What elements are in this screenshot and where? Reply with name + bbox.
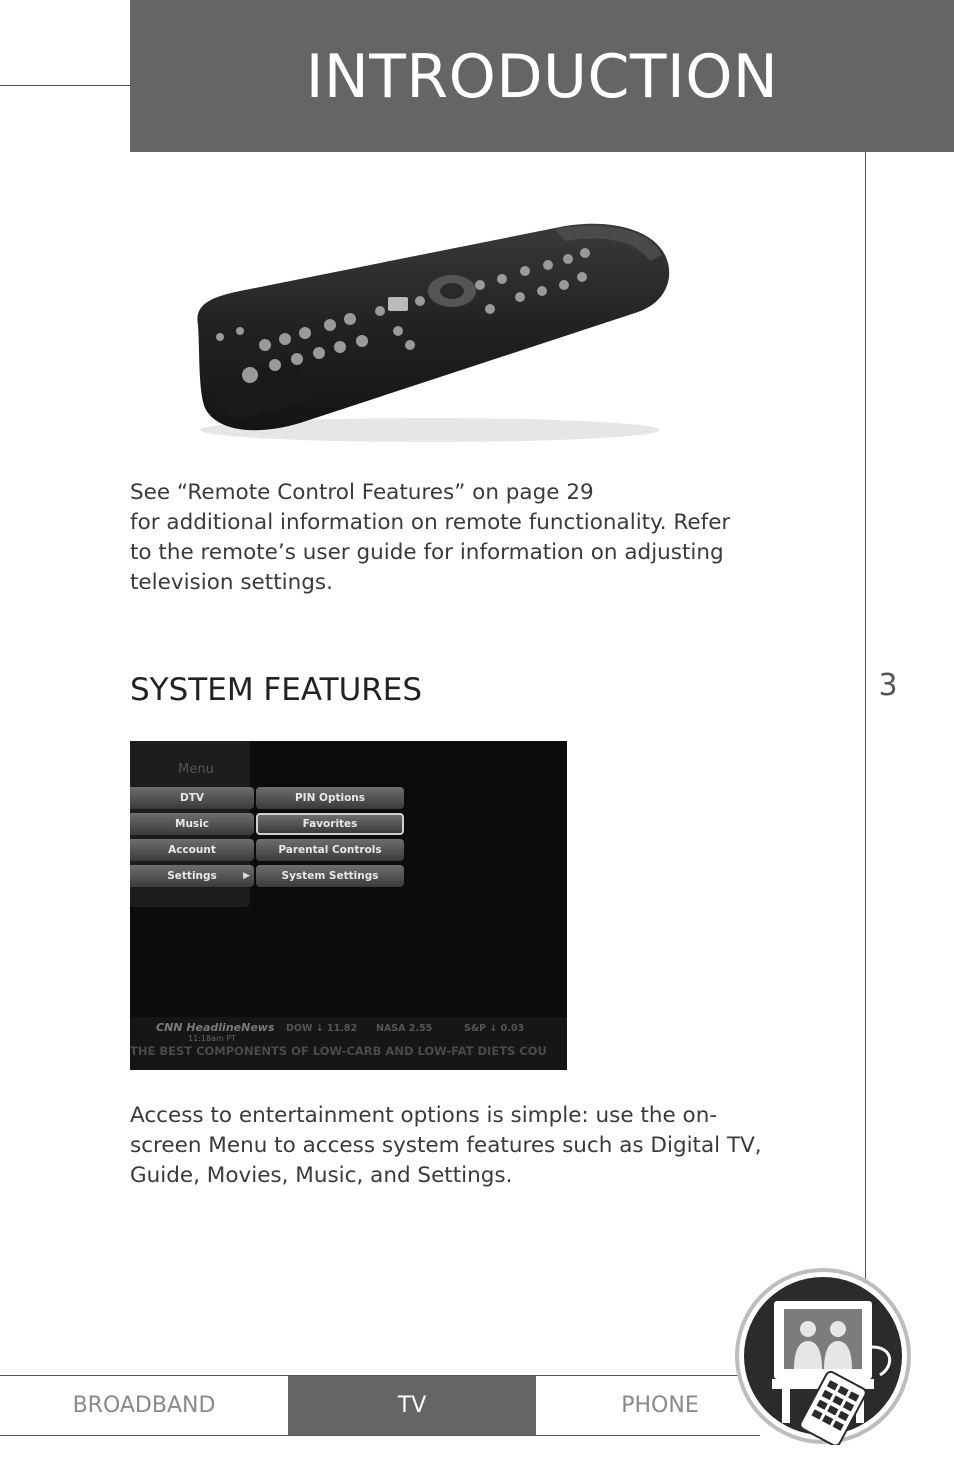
page-number: 3: [878, 668, 898, 703]
menu-item-settings[interactable]: [130, 865, 254, 887]
intro-paragraph: See “Remote Control Features” on page 29 for additional information on remote functionality. Refer to the remote’s user guide for information on adjusting television settings.: [130, 480, 731, 595]
ticker-stock: DOW ↓ 11.82: [286, 1023, 358, 1034]
menu-item-account[interactable]: Account: [130, 839, 254, 861]
tv-remote-icon: [734, 1267, 912, 1445]
menu-item-music[interactable]: Music: [130, 813, 254, 835]
ticker-headline: THE BEST COMPONENTS OF LOW-CARB AND LOW-FAT DIETS COU: [130, 1044, 547, 1058]
submenu-item-system-settings[interactable]: System Settings: [256, 865, 404, 887]
submenu-item-pin-options[interactable]: PIN Options: [256, 787, 404, 809]
tab-broadband[interactable]: BROADBAND: [72, 1393, 216, 1418]
top-divider: [0, 85, 130, 86]
menu-title: Menu: [178, 762, 214, 777]
body-paragraph: Access to entertainment options is simple: use the on- screen Menu to access system features such as Digital TV, Guide, Movies, Music, and Settings.: [130, 1103, 762, 1188]
ticker-stock: NASA 2.55: [376, 1023, 433, 1034]
menu-item-settings-label: Settings: [167, 870, 217, 882]
submenu-item-favorites[interactable]: Favorites: [256, 813, 404, 835]
menu-item-dtv[interactable]: DTV: [130, 787, 254, 809]
page-title: INTRODUCTION: [305, 42, 779, 112]
tab-phone[interactable]: PHONE: [621, 1393, 699, 1418]
menu-screenshot: [130, 741, 567, 1070]
ticker-time: 11:18am PT: [188, 1034, 237, 1043]
tab-tv[interactable]: TV: [288, 1376, 536, 1435]
nav-divider-bottom: [0, 1435, 760, 1436]
ticker-logo: CNN HeadlineNews: [156, 1021, 275, 1034]
section-heading: SYSTEM FEATURES: [130, 672, 423, 708]
submenu-item-parental-controls[interactable]: Parental Controls: [256, 839, 404, 861]
remote-control-illustration: [180, 205, 680, 455]
news-ticker: [130, 1017, 567, 1070]
header-bar: [130, 0, 954, 152]
chevron-right-icon: ▶: [243, 871, 250, 881]
ticker-stock: S&P ↓ 0.03: [464, 1023, 525, 1034]
side-divider: [865, 152, 866, 1282]
